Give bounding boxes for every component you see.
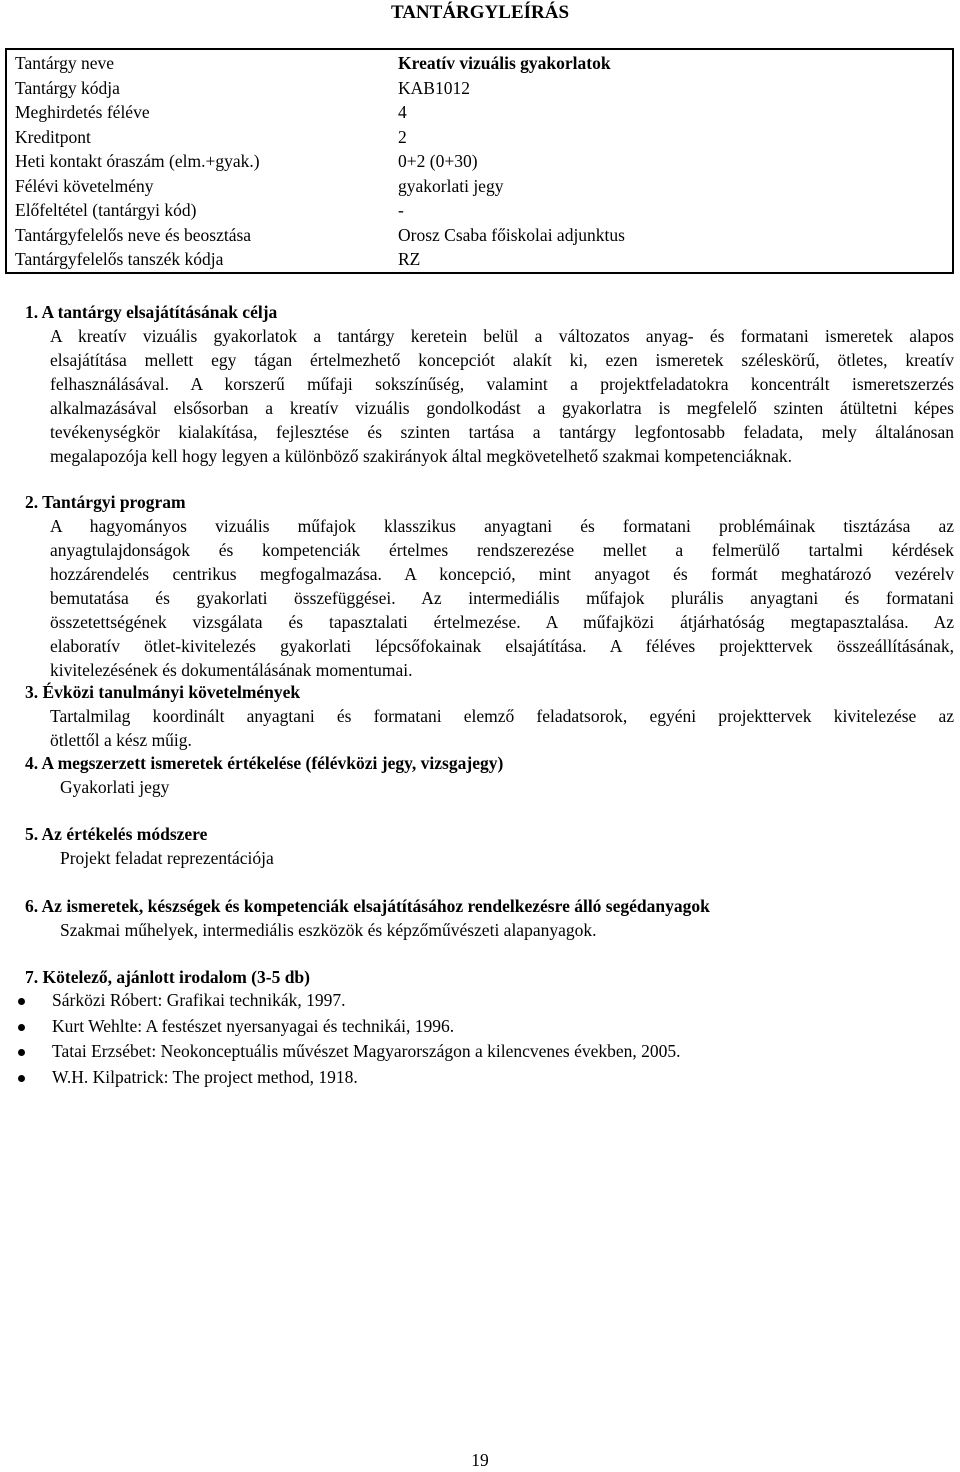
info-row-semester bbox=[15, 100, 945, 125]
paragraph-line: A hagyományos vizuális műfajok klasszikus anyagtani és formatani problémáinak tisztázása az bbox=[50, 516, 954, 536]
info-label: Meghirdetés féléve bbox=[15, 102, 150, 122]
section-heading: 1. A tantárgy elsajátításának célja bbox=[25, 302, 278, 322]
info-label: Tantárgy neve bbox=[15, 53, 115, 73]
info-value: - bbox=[398, 200, 404, 220]
list-item bbox=[16, 988, 681, 1014]
info-row-credits bbox=[15, 125, 945, 150]
section-heading: 7. Kötelező, ajánlott irodalom (3-5 db) bbox=[25, 967, 310, 987]
list-item-text: W.H. Kilpatrick: The project method, 1918. bbox=[52, 1066, 358, 1087]
info-label: Félévi követelmény bbox=[15, 176, 154, 196]
bullet-icon bbox=[18, 1024, 25, 1031]
info-label: Tantárgyfelelős neve és beosztása bbox=[15, 225, 252, 245]
page-title: TANTÁRGYLEÍRÁS bbox=[390, 2, 570, 23]
info-label: Tantárgy kódja bbox=[15, 78, 120, 98]
paragraph-line: alkalmazásával elsősorban a kreatív vizuális gondolkodást a gyakorlatra is megfelelő szinten átültetni képes bbox=[50, 398, 954, 418]
info-value: 2 bbox=[398, 127, 407, 147]
info-label: Kreditpont bbox=[15, 127, 91, 147]
section-paragraph bbox=[25, 704, 954, 752]
list-item bbox=[16, 1039, 681, 1065]
info-label: Tantárgyfelelős tanszék kódja bbox=[15, 249, 224, 269]
paragraph-line: kivitelezésének és dokumentálásának momentumai. bbox=[50, 660, 413, 680]
paragraph-line: megalapozója kell hogy legyen a különböző szakirányok által megkövetelhető szakmai kompetenciáknak. bbox=[50, 446, 793, 466]
info-value: Kreatív vizuális gyakorlatok bbox=[398, 53, 611, 73]
info-value: Orosz Csaba főiskolai adjunktus bbox=[398, 225, 625, 245]
info-row-requirement bbox=[15, 174, 945, 199]
info-value: KAB1012 bbox=[398, 78, 470, 98]
section-literature bbox=[25, 965, 954, 989]
paragraph-line: elaboratív ötlet-kivitelezés gyakorlati lépcsőfokainak elsajátítása. A féléves projekttervek összeállításának, bbox=[50, 636, 954, 656]
paragraph-line: tevékenységkör kialakítása, fejlesztése és szinten tartása a tantárgy legfontosabb feladata, mely általánosan bbox=[50, 422, 954, 442]
bullet-icon bbox=[18, 1075, 25, 1082]
section-text: Gyakorlati jegy bbox=[60, 777, 170, 797]
page-number: 19 bbox=[471, 1450, 489, 1470]
section-evaluation-method bbox=[25, 822, 954, 870]
list-item bbox=[16, 1014, 681, 1040]
section-text: Projekt feladat reprezentációja bbox=[60, 848, 274, 868]
info-row-department-code bbox=[15, 247, 945, 272]
info-label: Előfeltétel (tantárgyi kód) bbox=[15, 200, 197, 220]
section-heading: 5. Az értékelés módszere bbox=[25, 824, 208, 844]
info-value: RZ bbox=[398, 249, 421, 269]
section-evaluation-type bbox=[25, 751, 954, 799]
paragraph-line: elsajátítása mellett egy tágan értelmezhető koncepciót alakít ki, ezen ismeretek széleskörű, ötletes, kreatív bbox=[50, 350, 954, 370]
paragraph-line: felhasználásával. A korszerű műfaji sokszínűség, valamint a projektfeladatokra koncentrált ismeretszerzés bbox=[50, 374, 954, 394]
paragraph-line: A kreatív vizuális gyakorlatok a tantárgy keretein belül a változatos anyag- és formatani ismeretek alapos bbox=[50, 326, 954, 346]
section-heading: 6. Az ismeretek, készségek és kompetenciák elsajátításához rendelkezésre álló segédanyagok bbox=[25, 896, 710, 916]
info-value: 0+2 (0+30) bbox=[398, 151, 478, 171]
paragraph-line: Tartalmilag koordinált anyagtani és formatani elemző feladatsorok, egyéni projekttervek kivitelezése az bbox=[50, 706, 954, 726]
paragraph-line: hozzárendelés centrikus megfogalmazása. A koncepció, mint anyagot és formát meghatározó vezérelv bbox=[50, 564, 954, 584]
list-item-text: Sárközi Róbert: Grafikai technikák, 1997. bbox=[52, 990, 346, 1010]
section-text: Szakmai műhelyek, intermediális eszközök és képzőművészeti alapanyagok. bbox=[60, 920, 597, 940]
section-heading: 4. A megszerzett ismeretek értékelése (félévközi jegy, vizsgajegy) bbox=[25, 753, 504, 773]
section-semester-requirements bbox=[25, 680, 954, 752]
paragraph-line: ötlettől a kész műig. bbox=[50, 730, 192, 750]
bullet-icon bbox=[18, 998, 25, 1005]
list-item-text: Kurt Wehlte: A festészet nyersanyagai és technikái, 1996. bbox=[52, 1015, 455, 1036]
section-learning-resources bbox=[25, 894, 954, 942]
course-info-table bbox=[5, 48, 954, 274]
list-item-text: Tatai Erzsébet: Neokonceptuális művészet Magyarországon a kilencvenes években, 2005. bbox=[52, 1041, 681, 1062]
paragraph-line: anyagtulajdonságok és kompetenciák értelmes rendszerezése mellet a felmerülő tartalmi kérdések bbox=[50, 540, 954, 560]
section-heading: 2. Tantárgyi program bbox=[25, 492, 186, 512]
list-item bbox=[16, 1065, 681, 1091]
paragraph-line: összetettségének vizsgálata és tapasztalati értelmezése. A műfajközi átjárhatóság megtapasztalása. Az bbox=[50, 612, 954, 632]
literature-list bbox=[16, 988, 681, 1090]
paragraph-line: bemutatása és gyakorlati összefüggései. Az intermediális műfajok plurális anyagtani és formatani bbox=[50, 588, 954, 608]
info-value: gyakorlati jegy bbox=[398, 176, 504, 196]
info-label: Heti kontakt óraszám (elm.+gyak.) bbox=[15, 151, 260, 171]
section-course-program bbox=[25, 490, 954, 682]
bullet-icon bbox=[18, 1049, 25, 1056]
section-paragraph bbox=[25, 324, 954, 468]
info-row-responsible-person bbox=[15, 223, 945, 248]
info-row-course-code bbox=[15, 76, 945, 101]
info-row-course-name bbox=[15, 51, 945, 76]
info-value: 4 bbox=[398, 102, 407, 122]
section-course-goal bbox=[25, 300, 954, 468]
section-heading: 3. Évközi tanulmányi követelmények bbox=[25, 682, 301, 702]
info-row-prerequisite bbox=[15, 198, 945, 223]
info-row-weekly-hours bbox=[15, 149, 945, 174]
section-paragraph bbox=[25, 514, 954, 682]
